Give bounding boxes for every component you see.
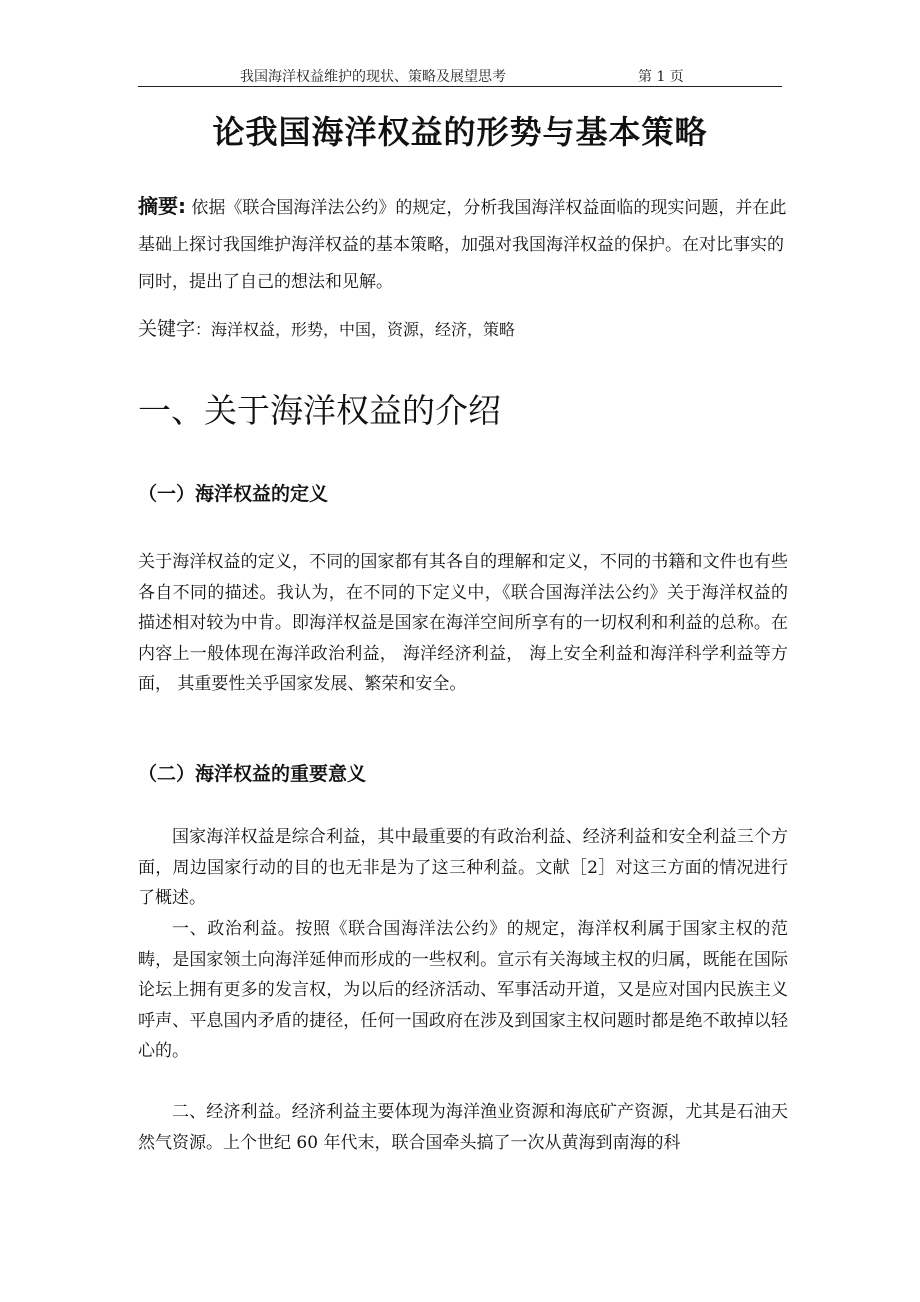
section-heading: 一、关于海洋权益的介绍	[138, 391, 501, 430]
paragraph-political-interest: 一、政治利益。按照《联合国海洋法公约》的规定，海洋权利属于国家主权的范畴，是国家领土向海洋延伸而形成的一些权利。宣示有关海域主权的归属，既能在国际论坛上拥有更多的发言权，为以后的经济活动、军事活动开道，又是应对国内民族主义呼声、平息国内矛盾的捷径，任何一国政府在涉及到国家主权问题时都是绝不敢掉以轻心的。	[138, 919, 788, 1061]
abstract	[138, 190, 788, 301]
keywords	[138, 312, 788, 348]
paragraph-economic-interest: 二、经济利益。经济利益主要体现为海洋渔业资源和海底矿产资源，尤其是石油天然气资源。上个世纪 60 年代末，联合国牵头搞了一次从黄海到南海的科	[138, 1102, 788, 1153]
keywords-text: ：海洋权益，形势，中国，资源，经济，策略	[195, 320, 516, 339]
document-title: 论我国海洋权益的形势与基本策略	[212, 113, 708, 151]
abstract-text: 依据《联合国海洋法公约》的规定，分析我国海洋权益面临的现实问题，并在此基础上探讨我国维护海洋权益的基本策略，加强对我国海洋权益的保护。在对比事实的同时，提出了自己的想法和见解。	[138, 198, 787, 292]
header-page-number: 第 1 页	[638, 69, 684, 85]
keywords-label: 关键字	[138, 318, 196, 340]
subsection-heading-definition: （一）海洋权益的定义	[138, 483, 329, 505]
page-header	[138, 64, 782, 87]
header-title: 我国海洋权益维护的现状、策略及展望思考	[240, 69, 506, 85]
paragraph-significance-intro: 国家海洋权益是综合利益，其中最重要的有政治利益、经济利益和安全利益三个方面，周边国家行动的目的也无非是为了这三种利益。文献［2］对这三方面的情况进行了概述。	[138, 827, 788, 908]
subsection-heading-significance: （二）海洋权益的重要意义	[138, 763, 367, 785]
abstract-label: 摘要:	[138, 194, 186, 218]
paragraph-definition: 关于海洋权益的定义，不同的国家都有其各自的理解和定义，不同的书籍和文件也有些各自不同的描述。我认为，在不同的下定义中，《联合国海洋法公约》关于海洋权益的描述相对较为中肯。即海洋权益是国家在海洋空间所享有的一切权利和利益的总称。在内容上一般体现在海洋政治利益， 海洋经济利益， 海上安全利益和海洋科学利益等方面， 其重要性关乎国家发展、繁荣和安全。	[138, 552, 788, 694]
